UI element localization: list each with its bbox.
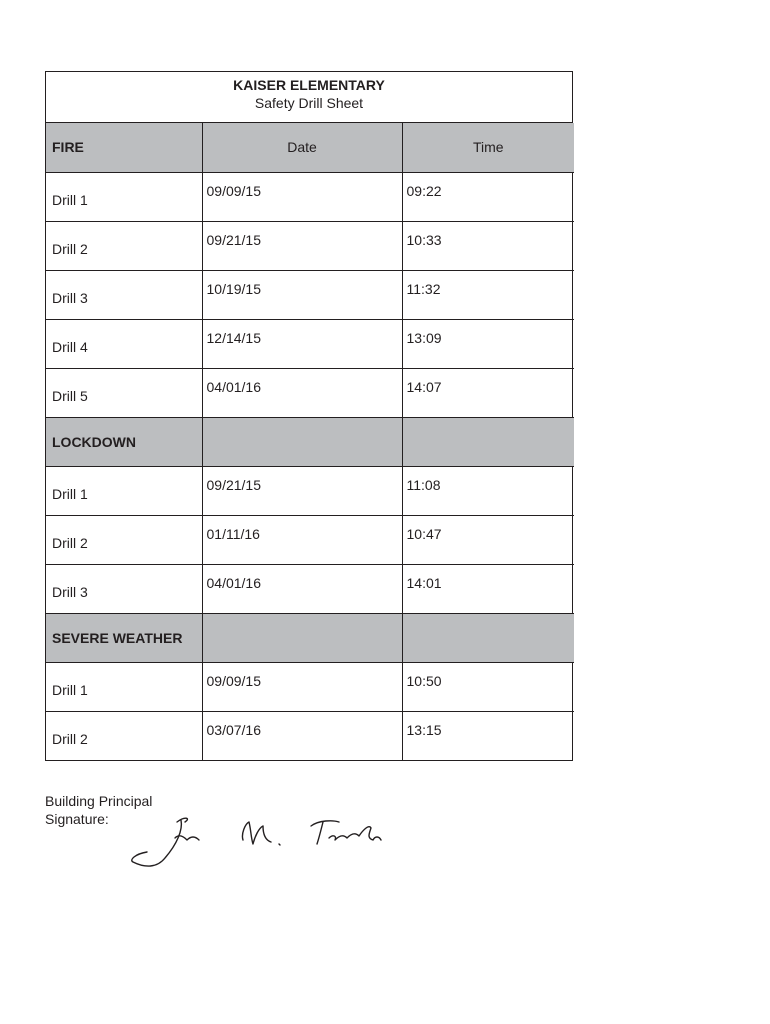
drill-date: 09/21/15 [202, 466, 402, 515]
section-header-fire [46, 123, 574, 172]
drill-date: 01/11/16 [202, 515, 402, 564]
drill-label: Drill 3 [46, 270, 202, 319]
drill-date: 04/01/16 [202, 564, 402, 613]
drill-date: 09/09/15 [202, 172, 402, 221]
table-row [46, 221, 574, 270]
drill-time: 09:22 [402, 172, 574, 221]
section-label: LOCKDOWN [46, 417, 202, 466]
drill-time: 10:50 [402, 662, 574, 711]
drill-label: Drill 5 [46, 368, 202, 417]
table-row [46, 466, 574, 515]
drill-time: 13:09 [402, 319, 574, 368]
date-column-header: Date [202, 123, 402, 172]
drill-label: Drill 1 [46, 172, 202, 221]
drill-label: Drill 1 [46, 662, 202, 711]
drill-label: Drill 4 [46, 319, 202, 368]
section-header-severe-weather [46, 613, 574, 662]
drill-date: 12/14/15 [202, 319, 402, 368]
empty-cell [402, 613, 574, 662]
section-label: SEVERE WEATHER [46, 613, 202, 662]
principal-signature [125, 810, 385, 872]
drill-time: 13:15 [406, 721, 442, 738]
drill-table [46, 123, 574, 760]
drill-label: Drill 3 [46, 564, 202, 613]
section-label: FIRE [46, 123, 202, 172]
table-row [46, 662, 574, 711]
table-row [46, 270, 574, 319]
table-row [46, 368, 574, 417]
signature-label-line1: Building Principal [45, 793, 153, 809]
section-header-lockdown [46, 417, 574, 466]
table-row [46, 319, 574, 368]
drill-date: 09/09/15 [202, 662, 402, 711]
table-row [46, 515, 574, 564]
drill-date: 03/07/16 [202, 711, 402, 760]
drill-date: 04/01/16 [202, 368, 402, 417]
school-name: KAISER ELEMENTARY [233, 77, 385, 93]
empty-cell [402, 417, 574, 466]
drill-date: 09/21/15 [202, 221, 402, 270]
drill-time: 10:47 [402, 515, 574, 564]
drill-label: Drill 2 [46, 515, 202, 564]
time-column-header: Time [402, 123, 574, 172]
drill-label: Drill 1 [46, 466, 202, 515]
table-row [46, 564, 574, 613]
table-row [46, 172, 574, 221]
drill-time: 11:08 [402, 466, 574, 515]
drill-date: 10/19/15 [202, 270, 402, 319]
empty-cell [202, 417, 402, 466]
drill-time: 11:32 [402, 270, 574, 319]
sheet-subtitle: Safety Drill Sheet [254, 95, 364, 111]
drill-label: Drill 2 [46, 711, 202, 760]
drill-label: Drill 2 [46, 221, 202, 270]
title-block [46, 72, 572, 123]
drill-time: 14:07 [402, 368, 574, 417]
drill-sheet [45, 71, 573, 761]
table-row [46, 711, 574, 760]
drill-time: 10:33 [402, 221, 574, 270]
signature-label-line2: Signature: [45, 811, 109, 827]
empty-cell [202, 613, 402, 662]
drill-time: 14:01 [402, 564, 574, 613]
